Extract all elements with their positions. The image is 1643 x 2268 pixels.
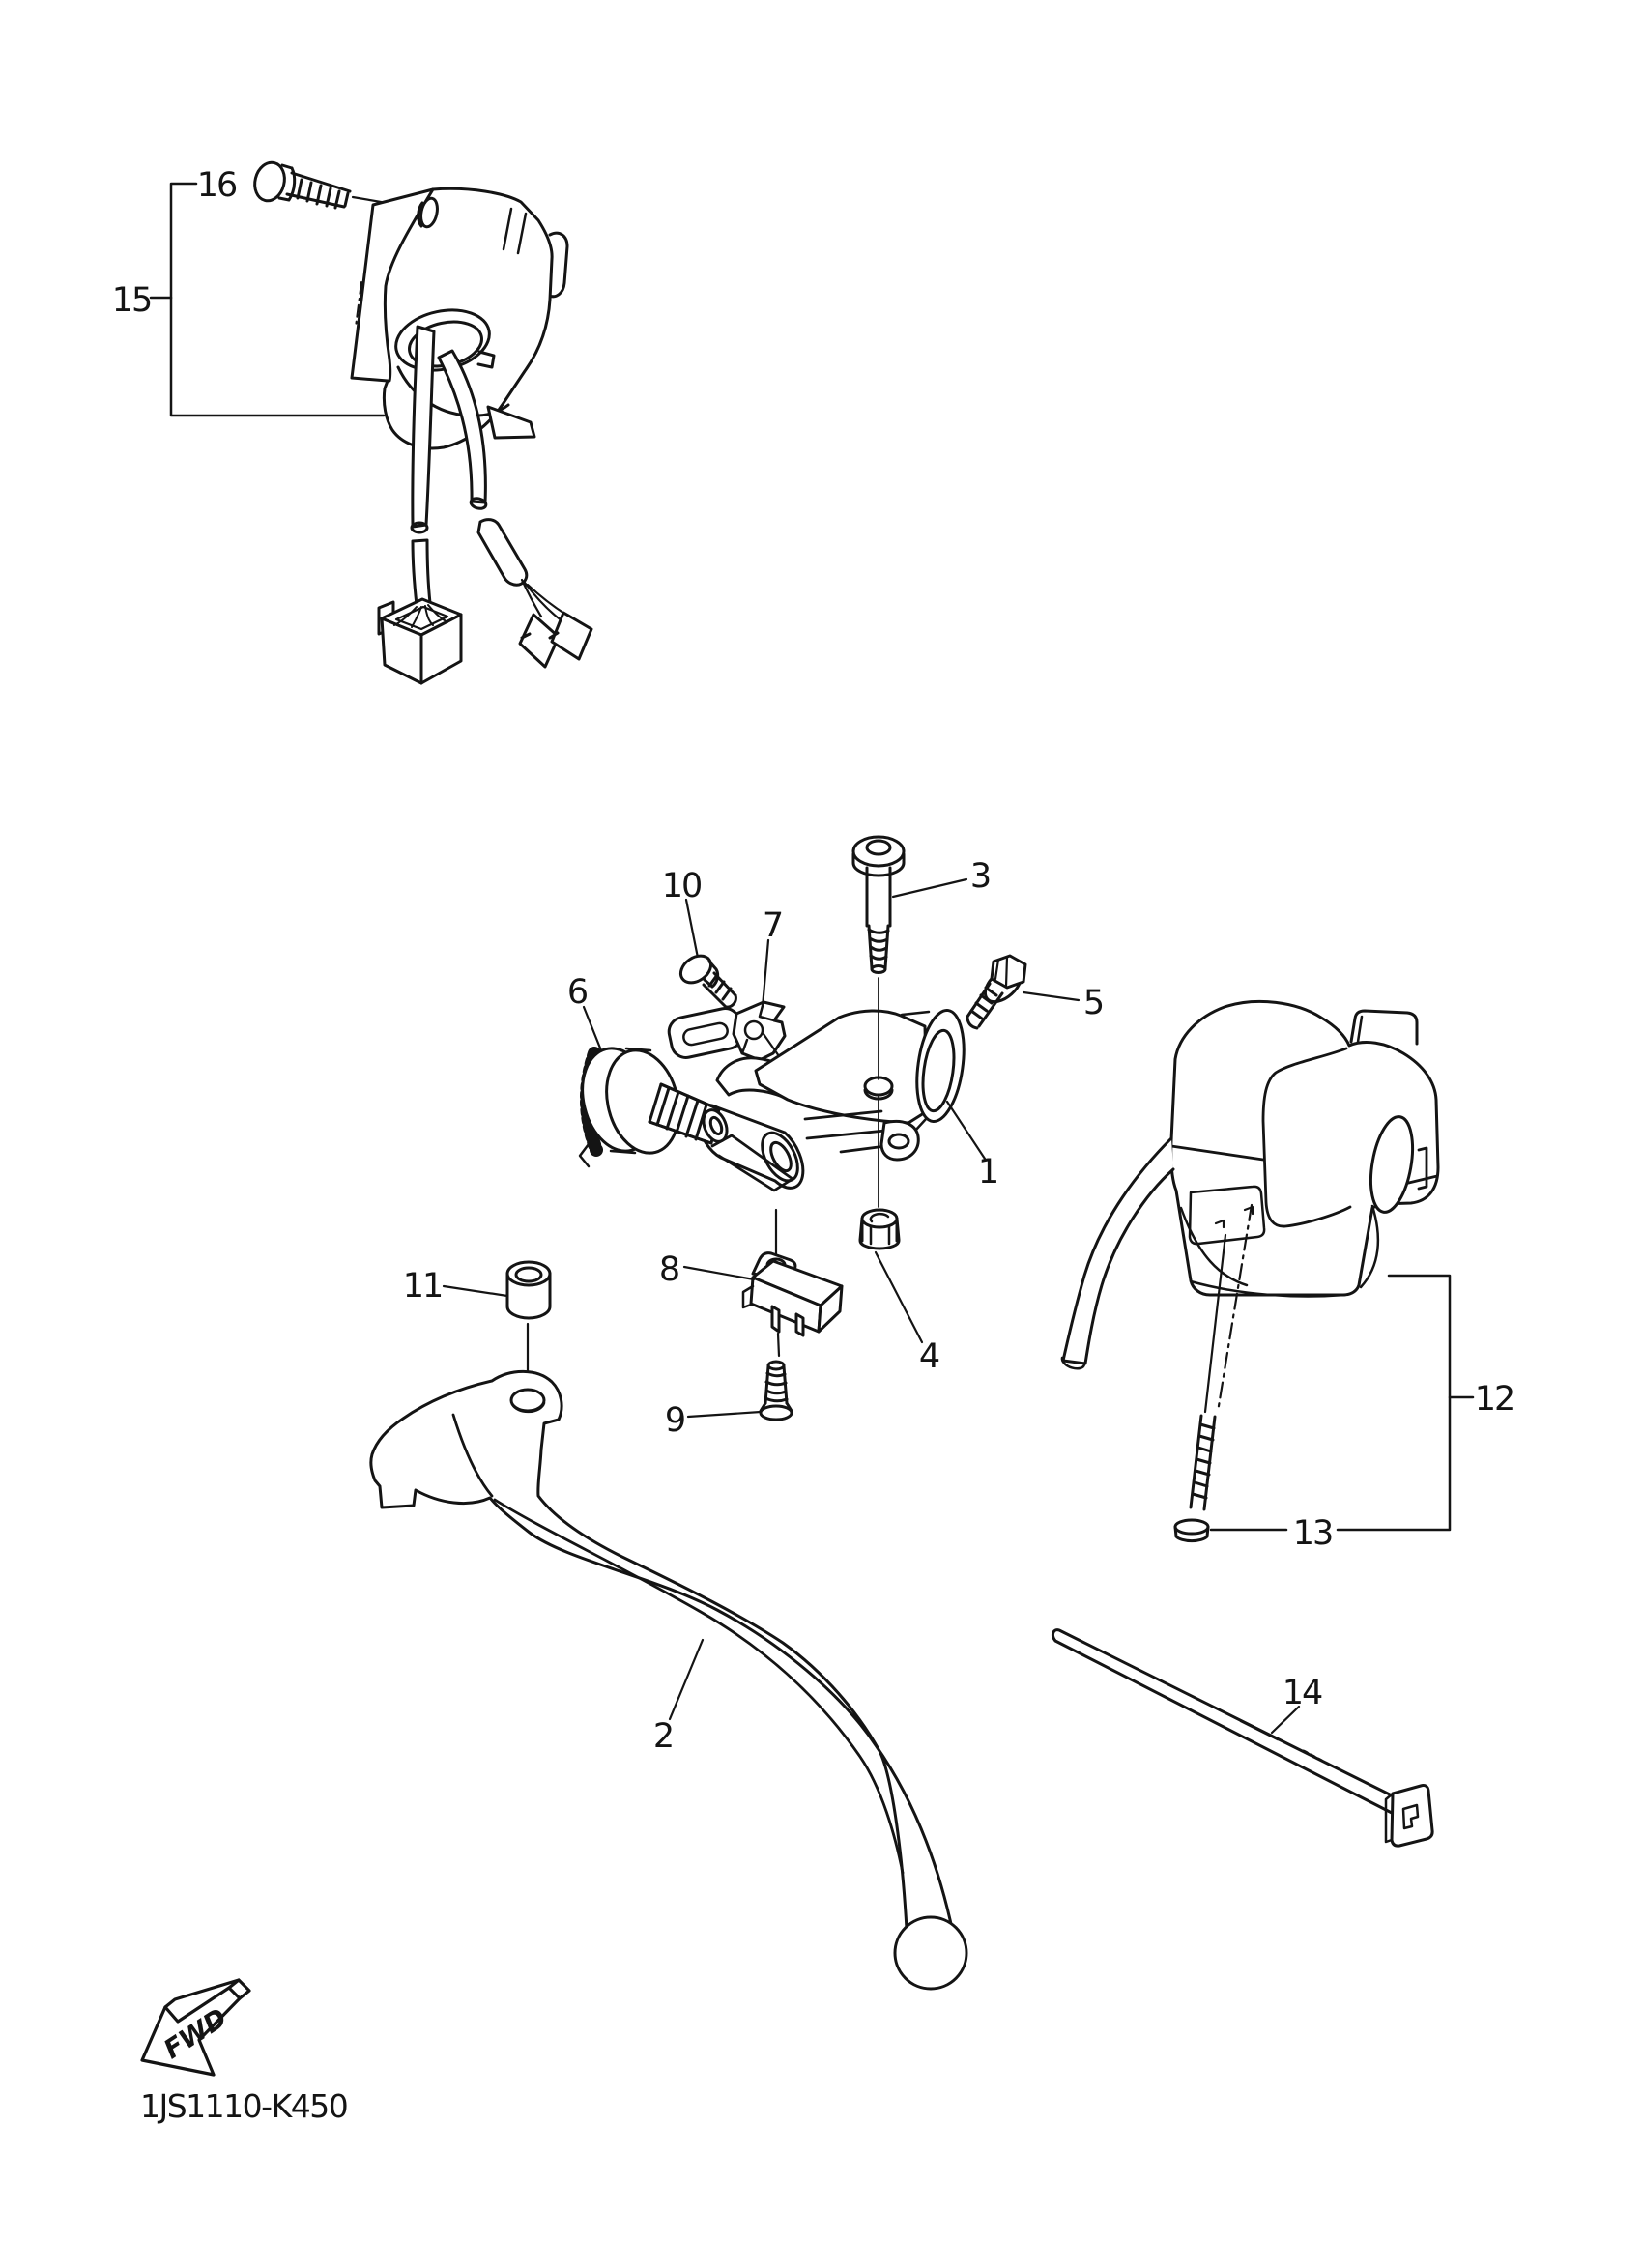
bracket-12-13 — [1338, 1276, 1473, 1530]
callout-10: 10 — [661, 867, 702, 905]
part-10-screw-drawing — [676, 900, 735, 1007]
part-13-screw-drawing — [1175, 1416, 1286, 1541]
callout-13: 13 — [1292, 1514, 1333, 1553]
callout-15: 15 — [111, 281, 152, 320]
callout-7: 7 — [762, 906, 783, 945]
part-7-clip-drawing — [666, 940, 786, 1066]
fwd-label: FWD — [159, 2002, 233, 2066]
part-15-switch-drawing — [352, 188, 591, 683]
part-12-switch-drawing — [1062, 1001, 1438, 1412]
callout-14: 14 — [1282, 1674, 1322, 1712]
part-2-lever-drawing — [371, 1371, 966, 1989]
callout-5: 5 — [1082, 984, 1104, 1022]
part-9-screw-drawing — [688, 1362, 792, 1420]
part-11-collar-drawing — [444, 1262, 550, 1390]
callout-3: 3 — [969, 857, 991, 896]
callout-labels — [112, 166, 1514, 1756]
part-8-switch-drawing — [684, 1210, 842, 1356]
part-4-nut-drawing — [860, 1210, 922, 1342]
callout-8: 8 — [658, 1250, 679, 1289]
part-14-cable-tie-drawing — [1052, 1630, 1432, 1846]
part-5-bolt-drawing — [967, 956, 1079, 1028]
fwd-arrow-icon — [142, 1980, 249, 2075]
drawing-code: 1JS1110-K450 — [140, 2087, 348, 2125]
callout-16: 16 — [196, 166, 237, 205]
callout-9: 9 — [664, 1401, 685, 1440]
bracket-15-16 — [151, 184, 384, 416]
callout-6: 6 — [566, 973, 588, 1012]
callout-2: 2 — [652, 1717, 674, 1756]
callout-4: 4 — [918, 1337, 939, 1376]
callout-1: 1 — [977, 1153, 998, 1191]
callout-12: 12 — [1474, 1380, 1514, 1419]
callout-11: 11 — [402, 1267, 443, 1306]
